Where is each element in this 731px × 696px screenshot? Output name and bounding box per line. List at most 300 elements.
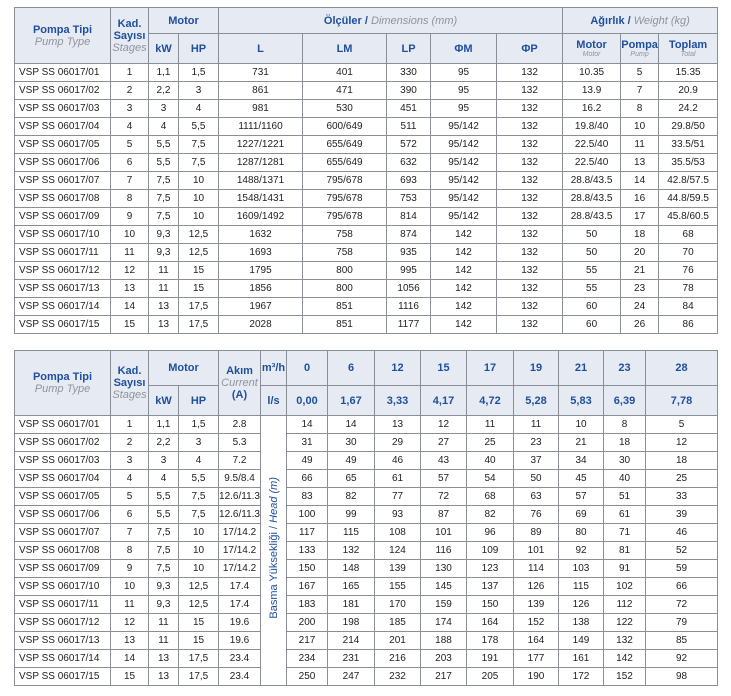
table-row: [15, 172, 718, 190]
table-cell: 14: [111, 650, 149, 668]
table-cell: 800: [303, 262, 387, 280]
table-cell: 9,3: [149, 596, 179, 614]
table-cell: 2,2: [149, 434, 179, 452]
table-cell: 177: [514, 650, 559, 668]
table-row: [15, 280, 718, 298]
table-cell: 3: [149, 100, 179, 118]
table-cell: 1177: [387, 316, 431, 334]
table-cell: 66: [287, 470, 328, 488]
table-cell: 63: [514, 488, 559, 506]
table-cell: 79: [646, 614, 718, 632]
table-cell: 2,2: [149, 82, 179, 100]
table-row: [15, 452, 718, 470]
table-cell: 98: [646, 668, 718, 686]
table-cell: 117: [287, 524, 328, 542]
table-row: [15, 614, 718, 632]
table-cell: 61: [604, 506, 646, 524]
table-cell: 24: [621, 298, 659, 316]
table-row: [15, 136, 718, 154]
table-cell: 18: [604, 434, 646, 452]
table-cell: 12,5: [179, 226, 219, 244]
header-dimensions: Ölçüler / Dimensions (mm): [219, 8, 563, 34]
table-cell: 15: [179, 262, 219, 280]
pump-model-cell: VSP SS 06017/02: [15, 82, 111, 100]
table-cell: 124: [375, 542, 421, 560]
pump-model-cell: VSP SS 06017/14: [15, 298, 111, 316]
table-cell: 13: [375, 416, 421, 434]
table-cell: 155: [375, 578, 421, 596]
table-cell: 14: [111, 298, 149, 316]
pump-model-cell: VSP SS 06017/15: [15, 316, 111, 334]
table-cell: 61: [375, 470, 421, 488]
table-cell: 12.6/11.3: [219, 488, 261, 506]
table-cell: 9: [111, 208, 149, 226]
table-cell: 46: [646, 524, 718, 542]
table-cell: 152: [604, 668, 646, 686]
flow-ls-3: 4,17: [421, 386, 467, 416]
table-cell: 12.6/11.3: [219, 506, 261, 524]
table-cell: 1856: [219, 280, 303, 298]
table-cell: 28.8/43.5: [563, 172, 621, 190]
table-row: [15, 650, 718, 668]
table-cell: 814: [387, 208, 431, 226]
table-cell: 33.5/51: [659, 136, 718, 154]
table-cell: 216: [375, 650, 421, 668]
table-cell: 132: [497, 64, 563, 82]
table-cell: 89: [514, 524, 559, 542]
table-row: [15, 542, 718, 560]
table-cell: 214: [328, 632, 375, 650]
table-cell: 3: [111, 452, 149, 470]
table-cell: 132: [604, 632, 646, 650]
table-cell: 142: [604, 650, 646, 668]
pump-model-cell: VSP SS 06017/15: [15, 668, 111, 686]
table-row: [15, 118, 718, 136]
table-cell: 95: [431, 64, 497, 82]
table-cell: 130: [421, 560, 467, 578]
table-cell: 1488/1371: [219, 172, 303, 190]
table-cell: 7.2: [219, 452, 261, 470]
pump-model-cell: VSP SS 06017/09: [15, 560, 111, 578]
head-label-en: Head (m): [267, 476, 280, 523]
table-row: [15, 668, 718, 686]
table-cell: 51: [604, 488, 646, 506]
table-row: [15, 506, 718, 524]
table-cell: 9,3: [149, 244, 179, 262]
table-cell: 23.4: [219, 668, 261, 686]
pump-model-cell: VSP SS 06017/04: [15, 118, 111, 136]
table-cell: 12: [646, 434, 718, 452]
table-cell: 8: [604, 416, 646, 434]
table-cell: 10: [179, 208, 219, 226]
table-cell: 40: [604, 470, 646, 488]
table-cell: 655/649: [303, 136, 387, 154]
table-row: [15, 82, 718, 100]
table-cell: 93: [375, 506, 421, 524]
table-cell: 52: [646, 542, 718, 560]
table-cell: 17: [621, 208, 659, 226]
table-cell: 100: [287, 506, 328, 524]
table-cell: 1609/1492: [219, 208, 303, 226]
pump-model-cell: VSP SS 06017/10: [15, 578, 111, 596]
table-cell: 150: [467, 596, 514, 614]
table-cell: 103: [559, 560, 604, 578]
table-cell: 13: [149, 298, 179, 316]
header-weight-pump: Pompa Pump: [621, 34, 659, 64]
flow-m3h-4: 17: [467, 351, 514, 386]
table-cell: 92: [559, 542, 604, 560]
table-cell: 1: [111, 64, 149, 82]
table-cell: 30: [604, 452, 646, 470]
table-cell: 80: [559, 524, 604, 542]
table-cell: 69: [559, 506, 604, 524]
table-row: [15, 226, 718, 244]
table-cell: 132: [497, 136, 563, 154]
table-cell: 148: [328, 560, 375, 578]
table-cell: 17,5: [179, 316, 219, 334]
table-cell: 87: [421, 506, 467, 524]
table-cell: 7: [621, 82, 659, 100]
table-cell: 109: [467, 542, 514, 560]
table-cell: 112: [604, 596, 646, 614]
table-cell: 1,1: [149, 64, 179, 82]
table-cell: 201: [375, 632, 421, 650]
table-cell: 451: [387, 100, 431, 118]
table-cell: 142: [431, 244, 497, 262]
table-cell: 11: [149, 632, 179, 650]
table-cell: 15: [111, 668, 149, 686]
table-cell: 35.5/53: [659, 154, 718, 172]
table-cell: 115: [328, 524, 375, 542]
performance-table-body: [15, 416, 718, 686]
table-cell: 76: [659, 262, 718, 280]
table-cell: 50: [563, 226, 621, 244]
table-cell: 12: [421, 416, 467, 434]
table-cell: 1795: [219, 262, 303, 280]
table-cell: 161: [559, 650, 604, 668]
table-cell: 49: [328, 452, 375, 470]
table-cell: 12,5: [179, 578, 219, 596]
table-cell: 232: [375, 668, 421, 686]
table-cell: 11: [149, 280, 179, 298]
table-cell: 3: [111, 100, 149, 118]
table-cell: 795/678: [303, 208, 387, 226]
flow-ls-8: 7,78: [646, 386, 718, 416]
table-cell: 7,5: [149, 190, 179, 208]
pump-model-cell: VSP SS 06017/08: [15, 542, 111, 560]
table-cell: 142: [431, 262, 497, 280]
table-cell: 217: [421, 668, 467, 686]
table-cell: 1227/1221: [219, 136, 303, 154]
table-cell: 11: [149, 614, 179, 632]
table-cell: 198: [328, 614, 375, 632]
table-cell: 12,5: [179, 596, 219, 614]
pump-model-cell: VSP SS 06017/09: [15, 208, 111, 226]
pump-model-cell: VSP SS 06017/04: [15, 470, 111, 488]
table-row: [15, 208, 718, 226]
pump-model-cell: VSP SS 06017/01: [15, 64, 111, 82]
table-cell: 17,5: [179, 298, 219, 316]
table-cell: 68: [467, 488, 514, 506]
table-cell: 174: [421, 614, 467, 632]
table-cell: 7,5: [179, 488, 219, 506]
flow-m3h-7: 23: [604, 351, 646, 386]
table-cell: 401: [303, 64, 387, 82]
table-cell: 18: [621, 226, 659, 244]
table-cell: 1,1: [149, 416, 179, 434]
table-cell: 13: [111, 632, 149, 650]
table-cell: 132: [497, 262, 563, 280]
table-cell: 1632: [219, 226, 303, 244]
table-cell: 82: [467, 506, 514, 524]
table-cell: 7,5: [149, 542, 179, 560]
table-cell: 57: [421, 470, 467, 488]
table-cell: 132: [497, 316, 563, 334]
table-cell: 632: [387, 154, 431, 172]
table-cell: 40: [467, 452, 514, 470]
table-cell: 23: [514, 434, 559, 452]
header-weight: Ağırlık / Weight (kg): [563, 8, 718, 34]
table-cell: 693: [387, 172, 431, 190]
table-row: [15, 470, 718, 488]
table-cell: 101: [421, 524, 467, 542]
flow-m3h-5: 19: [514, 351, 559, 386]
header-phi-p: ΦP: [497, 34, 563, 64]
table-row: [15, 632, 718, 650]
table-cell: 13: [621, 154, 659, 172]
table-cell: 138: [559, 614, 604, 632]
table-cell: 65: [328, 470, 375, 488]
table-cell: 164: [514, 632, 559, 650]
table-cell: 13: [149, 316, 179, 334]
table-cell: 167: [287, 578, 328, 596]
table-cell: 25: [646, 470, 718, 488]
table-cell: 9: [111, 560, 149, 578]
table-row: [15, 154, 718, 172]
table-cell: 44.8/59.5: [659, 190, 718, 208]
table-cell: 42.8/57.5: [659, 172, 718, 190]
table-cell: 2: [111, 82, 149, 100]
table-cell: 45: [559, 470, 604, 488]
table-cell: 390: [387, 82, 431, 100]
table-cell: 84: [659, 298, 718, 316]
table-cell: 731: [219, 64, 303, 82]
table-cell: 81: [604, 542, 646, 560]
table-cell: 11: [149, 262, 179, 280]
table-cell: 114: [514, 560, 559, 578]
table-cell: 14: [621, 172, 659, 190]
table-cell: 19.8/40: [563, 118, 621, 136]
table-cell: 33: [646, 488, 718, 506]
table-cell: 132: [497, 82, 563, 100]
table-cell: 231: [328, 650, 375, 668]
table-cell: 4: [179, 100, 219, 118]
table-cell: 20.9: [659, 82, 718, 100]
table-cell: 15: [179, 632, 219, 650]
flow-ls-5: 5,28: [514, 386, 559, 416]
table-cell: 70: [659, 244, 718, 262]
table-cell: 165: [328, 578, 375, 596]
flow-m3h-0: 0: [287, 351, 328, 386]
table-cell: 191: [467, 650, 514, 668]
pump-model-cell: VSP SS 06017/07: [15, 172, 111, 190]
table-row: [15, 434, 718, 452]
pump-model-cell: VSP SS 06017/13: [15, 632, 111, 650]
table-cell: 55: [563, 280, 621, 298]
table-cell: 753: [387, 190, 431, 208]
table-cell: 4: [149, 470, 179, 488]
table-cell: 981: [219, 100, 303, 118]
table-cell: 37: [514, 452, 559, 470]
table-cell: 10.35: [563, 64, 621, 82]
table-cell: 5: [621, 64, 659, 82]
header-pump-type: Pompa Tipi Pump Type: [15, 8, 111, 64]
header-weight-total: Toplam Total: [659, 34, 718, 64]
table-cell: 861: [219, 82, 303, 100]
table-row: [15, 262, 718, 280]
table-cell: 152: [514, 614, 559, 632]
table-cell: 11: [621, 136, 659, 154]
head-label-tr: Basma Yüksekliği /: [267, 525, 280, 619]
table-cell: 10: [179, 172, 219, 190]
table-cell: 150: [287, 560, 328, 578]
table-cell: 21: [621, 262, 659, 280]
table-cell: 5: [111, 488, 149, 506]
table-cell: 17,5: [179, 668, 219, 686]
table-row: [15, 416, 718, 434]
table-cell: 60: [563, 298, 621, 316]
table-cell: 17.4: [219, 596, 261, 614]
table-cell: 22.5/40: [563, 154, 621, 172]
table-cell: 23.4: [219, 650, 261, 668]
table-cell: 95/142: [431, 136, 497, 154]
table-cell: 11: [467, 416, 514, 434]
table-cell: 14: [287, 416, 328, 434]
table-cell: 14: [328, 416, 375, 434]
table-cell: 7: [111, 172, 149, 190]
table-cell: 11: [514, 416, 559, 434]
table-cell: 43: [421, 452, 467, 470]
head-axis-label-cell: [261, 416, 287, 686]
table-cell: 101: [514, 542, 559, 560]
header-flow-ls: l/s: [261, 386, 287, 416]
table-cell: 200: [287, 614, 328, 632]
pump-model-cell: VSP SS 06017/11: [15, 244, 111, 262]
table-cell: 183: [287, 596, 328, 614]
table-cell: 28.8/43.5: [563, 190, 621, 208]
table-cell: 203: [421, 650, 467, 668]
table-cell: 5: [646, 416, 718, 434]
table-cell: 3: [179, 82, 219, 100]
table-cell: 116: [421, 542, 467, 560]
table-cell: 126: [559, 596, 604, 614]
table-cell: 122: [604, 614, 646, 632]
table-cell: 13: [149, 650, 179, 668]
pump-model-cell: VSP SS 06017/01: [15, 416, 111, 434]
table-cell: 330: [387, 64, 431, 82]
table-cell: 170: [375, 596, 421, 614]
table-cell: 17/14.2: [219, 524, 261, 542]
table-cell: 795/678: [303, 190, 387, 208]
table-cell: 600/649: [303, 118, 387, 136]
dimensions-table-body: [15, 64, 718, 334]
table-cell: 55: [563, 262, 621, 280]
table-cell: 45.8/60.5: [659, 208, 718, 226]
table-cell: 76: [514, 506, 559, 524]
table-row: [15, 190, 718, 208]
table-cell: 1056: [387, 280, 431, 298]
flow-m3h-2: 12: [375, 351, 421, 386]
pump-model-cell: VSP SS 06017/02: [15, 434, 111, 452]
table-cell: 72: [421, 488, 467, 506]
table-cell: 49: [287, 452, 328, 470]
table-cell: 57: [559, 488, 604, 506]
table-cell: 572: [387, 136, 431, 154]
table-cell: 1: [111, 416, 149, 434]
table-cell: 132: [497, 208, 563, 226]
pump-model-cell: VSP SS 06017/03: [15, 100, 111, 118]
table-cell: 27: [421, 434, 467, 452]
header-flow-m3h: m³/h: [261, 351, 287, 386]
table-cell: 17/14.2: [219, 542, 261, 560]
flow-ls-1: 1,67: [328, 386, 375, 416]
table-cell: 66: [646, 578, 718, 596]
table-cell: 795/678: [303, 172, 387, 190]
table-cell: 10: [179, 542, 219, 560]
table-cell: 12,5: [179, 244, 219, 262]
table-cell: 188: [421, 632, 467, 650]
table-cell: 6: [111, 154, 149, 172]
header-motor: Motor: [149, 8, 219, 34]
table-cell: 71: [604, 524, 646, 542]
table-cell: 5,5: [149, 488, 179, 506]
table-cell: 12: [111, 614, 149, 632]
header-lm: LM: [303, 34, 387, 64]
table-cell: 7,5: [149, 524, 179, 542]
table-row: [15, 524, 718, 542]
header-kw-2: kW: [149, 386, 179, 416]
table-cell: 17.4: [219, 578, 261, 596]
table-cell: 82: [328, 488, 375, 506]
table-cell: 13: [111, 280, 149, 298]
table-cell: 2.8: [219, 416, 261, 434]
table-cell: 31: [287, 434, 328, 452]
table-cell: 4: [111, 118, 149, 136]
table-cell: 250: [287, 668, 328, 686]
table-cell: 13: [149, 668, 179, 686]
table-cell: 142: [431, 226, 497, 244]
table-cell: 132: [497, 226, 563, 244]
table-cell: 15: [179, 280, 219, 298]
table-cell: 16: [621, 190, 659, 208]
table-cell: 23: [621, 280, 659, 298]
header-stages-2: Kad. Sayısı Stages: [111, 351, 149, 416]
table-cell: 5,5: [179, 470, 219, 488]
table-cell: 874: [387, 226, 431, 244]
dimensions-weight-table: [14, 7, 718, 334]
pump-model-cell: VSP SS 06017/03: [15, 452, 111, 470]
table-cell: 50: [514, 470, 559, 488]
table-cell: 8: [111, 542, 149, 560]
header-weight-motor: Motor Motor: [563, 34, 621, 64]
table-row: [15, 64, 718, 82]
table-cell: 132: [497, 280, 563, 298]
header-phi-m: ΦM: [431, 34, 497, 64]
pump-model-cell: VSP SS 06017/10: [15, 226, 111, 244]
header-l: L: [219, 34, 303, 64]
table-cell: 11: [111, 244, 149, 262]
table-cell: 92: [646, 650, 718, 668]
